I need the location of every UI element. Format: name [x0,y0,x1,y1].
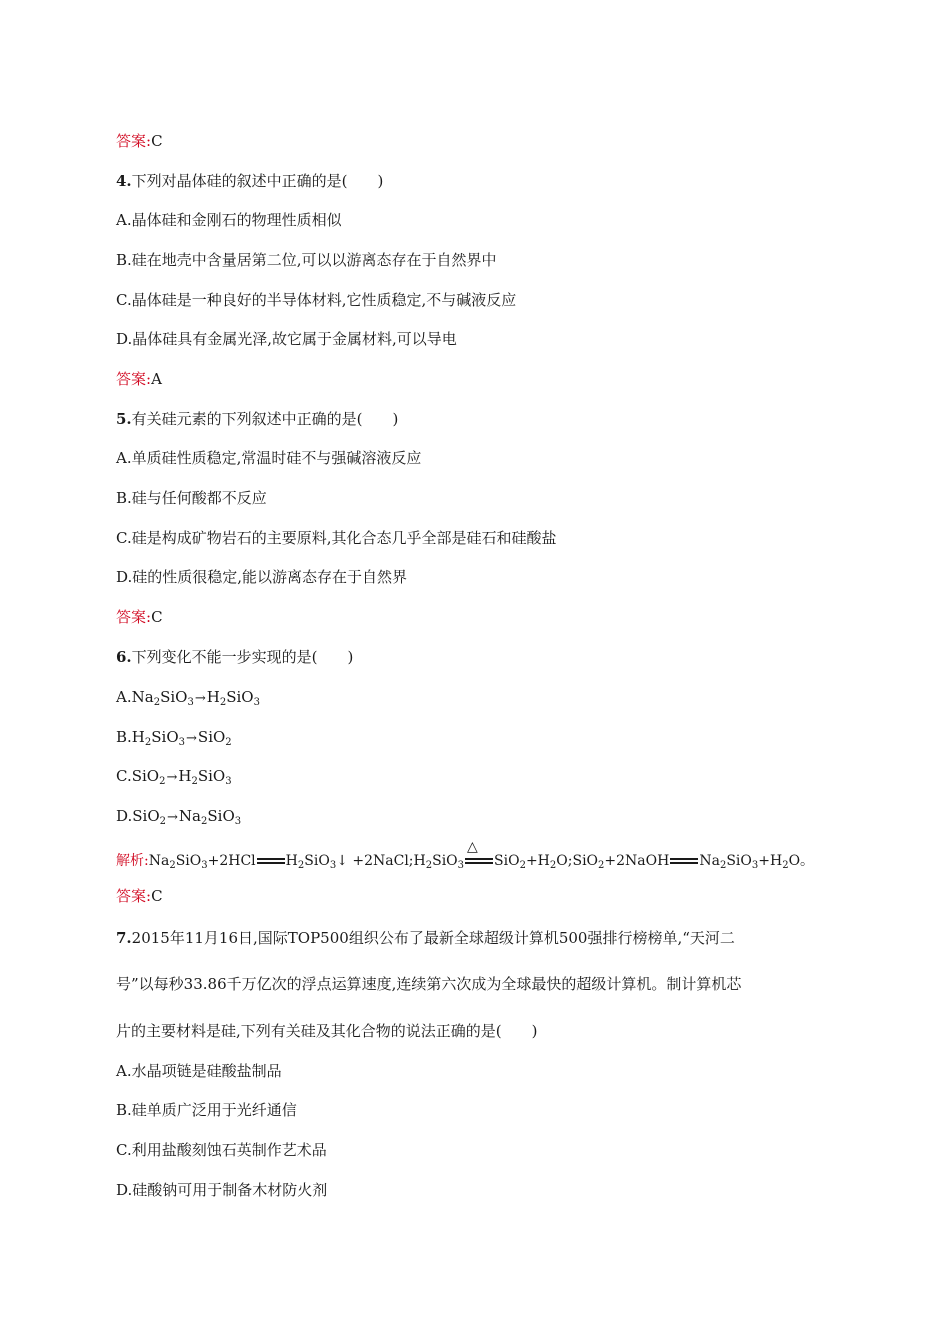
formula-to: SiO$_2$ [197,728,232,748]
analysis-label: 解析: [116,853,149,869]
answer-label: 答案: [116,132,152,150]
arrow-icon: → [167,810,178,825]
reaction-3: SiO$_2$+2NaOH $Na_2SiO_3+H_2O$。 [572,853,815,871]
question-6-option-a: $A.Na_2SiO_3\to H_2SiO_3$ [116,688,260,708]
question-7-option-c: C.利用盐酸刻蚀石英制作艺术品 [116,1141,327,1159]
question-7-option-b: B.硅单质广泛用于光纤通信 [116,1101,297,1119]
answer-value: C [151,887,163,905]
arrow-icon: → [194,691,206,706]
answer-6 [116,886,163,906]
question-5-option-d: D.硅的性质很稳定,能以游离态存在于自然界 [116,568,408,586]
question-7-line-3: 片的主要材料是硅,下列有关硅及其化合物的说法正确的是( ) [116,1022,538,1040]
formula-to: $H_2SiO_3$ [178,767,232,787]
question-6-option-b: $B.H_2SiO_3\to SiO_2$ [116,728,232,748]
equals-sign [257,855,285,867]
heat-equals-sign [465,839,493,867]
equals-sign [670,855,698,867]
answer-4 [116,369,162,389]
question-7-line-2: 号”以每秒33.86千万亿次的浮点运算速度,连续第六次成为全球最快的超级计算机。制计算机芯 [116,975,742,993]
question-number: 7. [116,929,132,947]
question-text: 2015年11月16日,国际TOP500组织公布了最新全球超级计算机500强排行榜榜单,“天河二 [131,929,735,947]
formula-to: $Na_2SiO_3$ [178,807,242,827]
question-text: 有关硅元素的下列叙述中正确的是( ) [131,410,399,428]
question-5-option-c: C.硅是构成矿物岩石的主要原料,其化合态几乎全部是硅石和硅酸盐 [116,529,557,547]
question-5 [116,409,398,429]
question-number: 5. [116,410,132,428]
formula-from: SiO$_2$ [131,767,166,787]
formula-from: SiO$_2$ [132,807,167,827]
answer-value: C [151,132,163,150]
formula-from: $Na_2SiO_3$ [131,688,194,708]
heat-symbol: △ [467,839,478,855]
question-4-option-d: D.晶体硅具有金属光泽,故它属于金属材料,可以导电 [116,330,457,348]
answer-label: 答案: [116,370,152,388]
arrow-icon: → [186,731,197,746]
answer-5 [116,607,163,627]
question-5-option-a: A.单质硅性质稳定,常温时硅不与强碱溶液反应 [116,449,422,467]
formula-to: $H_2SiO_3$ [206,688,260,708]
answer-label: 答案: [116,608,152,626]
question-6 [116,647,353,667]
arrow-icon: → [166,770,178,785]
question-7-option-a: A.水晶项链是硅酸盐制品 [116,1062,282,1080]
formula-from: $H_2SiO_3$ [131,728,186,748]
question-4-option-c: C.晶体硅是一种良好的半导体材料,它性质稳定,不与碱液反应 [116,291,517,309]
answer-label: 答案: [116,887,152,905]
question-4 [116,171,383,191]
question-6-option-c: $C.SiO_2\to H_2SiO_3$ [116,767,232,787]
question-number: 4. [116,172,132,190]
question-text: 下列变化不能一步实现的是( ) [131,648,354,666]
question-number: 6. [116,648,132,666]
question-7-line-1 [116,928,735,948]
question-6-option-d: $D.SiO_2\to Na_2SiO_3$ [116,807,242,827]
question-text: 下列对晶体硅的叙述中正确的是( ) [131,172,384,190]
answer-3 [116,131,163,151]
question-4-option-b: B.硅在地壳中含量居第二位,可以以游离态存在于自然界中 [116,251,497,269]
question-7-option-d: D.硅酸钠可用于制备木材防火剂 [116,1181,328,1199]
reaction-1: $Na_2SiO_3+2HCl$ $H_2SiO_3↓$ +2NaCl; [148,853,414,871]
analysis-6 [116,839,815,871]
question-5-option-b: B.硅与任何酸都不反应 [116,489,267,507]
answer-value: A [151,370,162,388]
question-4-option-a: A.晶体硅和金刚石的物理性质相似 [116,211,342,229]
answer-value: C [151,608,163,626]
reaction-2: $H_2SiO_3$ △ $SiO_2+H_2O$; [413,839,573,871]
